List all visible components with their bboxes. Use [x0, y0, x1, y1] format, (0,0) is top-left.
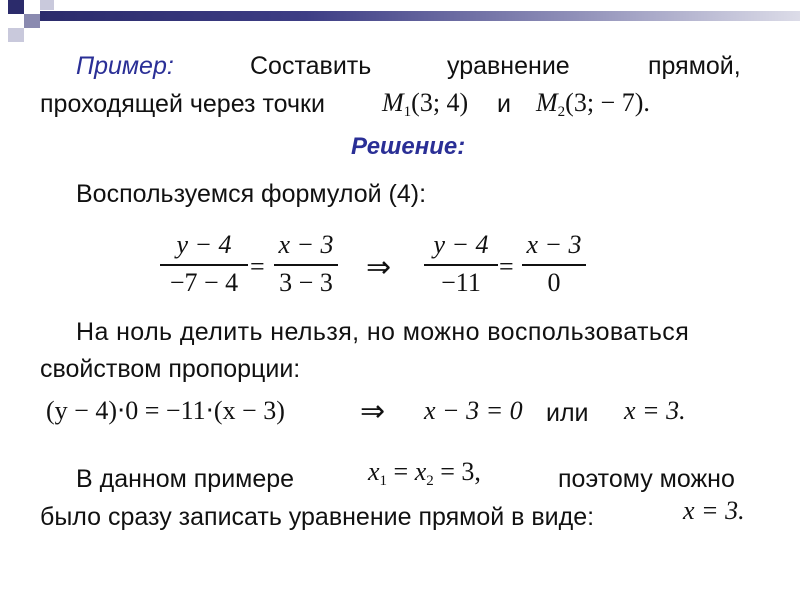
fraction-2-denominator: 3 − 3 [279, 268, 333, 297]
point-m1-coords: (3; 4) [411, 88, 469, 117]
x-equality-tail: = 3, [433, 457, 481, 486]
point-m1-index: 1 [403, 104, 412, 120]
x-equality-eq: = [387, 457, 415, 486]
fraction-4-denominator: 0 [547, 268, 561, 297]
fraction-1 [160, 230, 248, 298]
implies-arrow-1: ⇒ [366, 251, 392, 284]
equals-sign-1: = [250, 252, 265, 281]
x-equality [368, 457, 481, 490]
equals-sign-2: = [499, 252, 514, 281]
point-m2 [536, 88, 650, 121]
solution-heading: Решение: [351, 133, 466, 160]
or-word: или [546, 399, 589, 427]
proportion-equation: (y − 4)⋅0 = −11⋅(x − 3) [46, 396, 285, 425]
paragraph-mid: поэтому можно [558, 465, 735, 493]
point-m2-index: 2 [557, 104, 566, 120]
example-conj: и [497, 90, 511, 118]
proportion-result: x − 3 = 0 [424, 396, 523, 425]
header-square [24, 14, 40, 28]
example-label: Пример: [76, 52, 174, 80]
example-word-1: Составить [250, 52, 372, 80]
x2-index: 2 [426, 473, 434, 489]
paragraph-line-2: было сразу записать уравнение прямой в виде: [40, 503, 595, 531]
fraction-4-numerator: x − 3 [526, 230, 582, 259]
point-m1-name: M [382, 88, 404, 117]
example-word-3: прямой, [648, 52, 741, 80]
implies-arrow-2: ⇒ [360, 395, 386, 428]
x1-index: 1 [379, 473, 388, 489]
point-m2-coords: (3; − 7). [565, 88, 650, 117]
fraction-3 [424, 230, 498, 298]
fraction-1-numerator: y − 4 [176, 230, 232, 259]
point-m2-name: M [536, 88, 558, 117]
header-square [8, 0, 24, 14]
header-bar [40, 11, 800, 21]
point-m1 [382, 88, 468, 121]
paragraph-start: В данном примере [76, 465, 295, 493]
final-equation-2: x = 3. [683, 496, 745, 525]
fraction-1-denominator: −7 − 4 [169, 268, 239, 297]
fraction-4 [522, 230, 586, 298]
fraction-3-numerator: y − 4 [433, 230, 489, 259]
header-square [40, 0, 54, 10]
final-equation: x = 3. [624, 396, 686, 425]
example-word-2: уравнение [447, 52, 570, 80]
example-line2: проходящей через точки [40, 90, 325, 118]
note-line-1: На ноль делить нельзя, но можно воспользоваться [76, 318, 690, 346]
fraction-2 [274, 230, 338, 298]
note-line-2: свойством пропорции: [40, 355, 301, 383]
x2-symbol: x [414, 457, 427, 486]
fraction-2-numerator: x − 3 [278, 230, 334, 259]
header-square [8, 28, 24, 42]
fraction-3-denominator: −11 [441, 268, 481, 297]
x1-symbol: x [368, 457, 380, 486]
use-formula-text: Воспользуемся формулой (4): [76, 180, 427, 208]
